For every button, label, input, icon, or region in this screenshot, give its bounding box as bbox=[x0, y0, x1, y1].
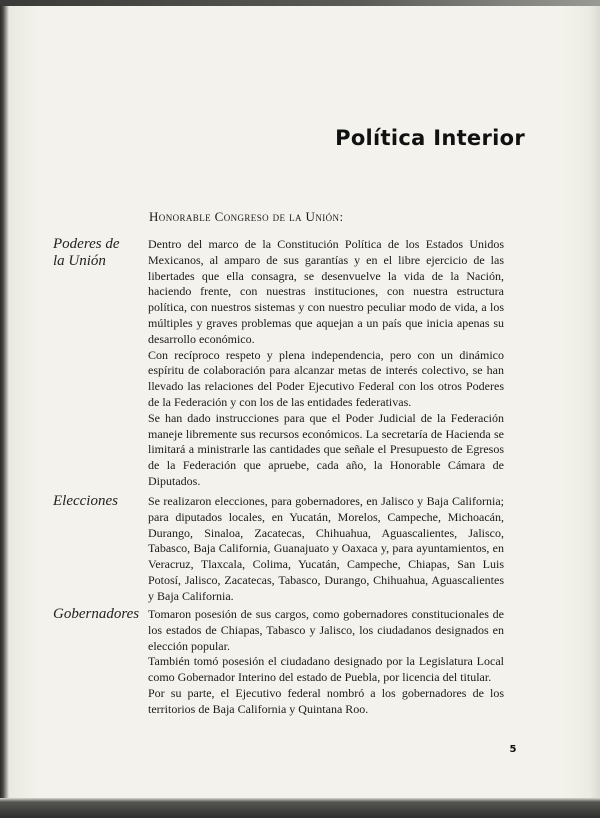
paragraph: También tomó posesión el ciudadano designado por la Legislatura Local como Gobernador Interino del estado de Puebla, por licencia del titular. bbox=[148, 654, 504, 685]
scan-bottom-edge bbox=[0, 798, 600, 818]
section-elecciones bbox=[148, 494, 504, 605]
paragraph: Dentro del marco de la Constitución Política de los Estados Unidos Mexicanos, al amparo de sus garantías y en el libre ejercicio de las libertades que ella consagra, se desenvuelve la vida de la Nación, haciendo frente, con nuestras instituciones, con nuestra estructura política, con nuestros sistemas y con nuestro peculiar modo de vida, a los múltiples y graves problemas que aquejan a un país que inicia apenas su desarrollo económico. bbox=[148, 237, 504, 346]
side-label-elecciones: Elecciones bbox=[53, 493, 118, 509]
paragraph: Se han dado instrucciones para que el Poder Judicial de la Federación maneje libremente sus recursos económicos. La secretaría de Hacienda se limitará a ministrarle las cantidades que señale el Presupuesto de Egresos de la Federación que apruebe, cada año, la Honorable Cámara de Diputados. bbox=[148, 410, 504, 488]
paragraph: Con recíproco respeto y plena independencia, pero con un dinámico espíritu de colaboración para alcanzar metas de interés colectivo, se han llevado las relaciones del Poder Ejecutivo Federal con los otros Poderes de la Federación y con los de las entidades federativas. bbox=[148, 347, 504, 409]
paragraph: Por su parte, el Ejecutivo federal nombró a los gobernadores de los territorios de Baja California y Quintana Roo. bbox=[148, 685, 504, 716]
side-label-gobernadores: Gobernadores bbox=[53, 606, 140, 622]
section-heading: Honorable Congreso de la Unión: bbox=[149, 209, 344, 224]
side-label-poderes: Poderes de la Unión bbox=[53, 236, 120, 269]
scan-top-edge bbox=[0, 0, 600, 6]
section-poderes bbox=[148, 237, 504, 490]
page-title: Política Interior bbox=[335, 126, 525, 150]
paragraph: Tomaron posesión de sus cargos, como gobernadores constitucionales de los estados de Chiapas, Tabasco y Jalisco, los ciudadanos designados en elección popular. bbox=[148, 607, 504, 653]
section-gobernadores bbox=[148, 607, 504, 718]
paragraph: Se realizaron elecciones, para gobernadores, en Jalisco y Baja California; para diputados locales, en Yucatán, Morelos, Campeche, Michoacán, Durango, Sinaloa, Zacatecas, Chihuahua, Aguascalientes, Jalisco, Tabasco, Baja California, Guanajuato y Oaxaca y, para ayuntamientos, en Veracruz, Tlaxcala, Colima, Yucatán, Campeche, Chiapas, San Luis Potosí, Jalisco, Zacatecas, Tabasco, Durango, Chihuahua, Aguascalientes y Baja California. bbox=[148, 494, 504, 603]
page-number: 5 bbox=[509, 744, 517, 755]
